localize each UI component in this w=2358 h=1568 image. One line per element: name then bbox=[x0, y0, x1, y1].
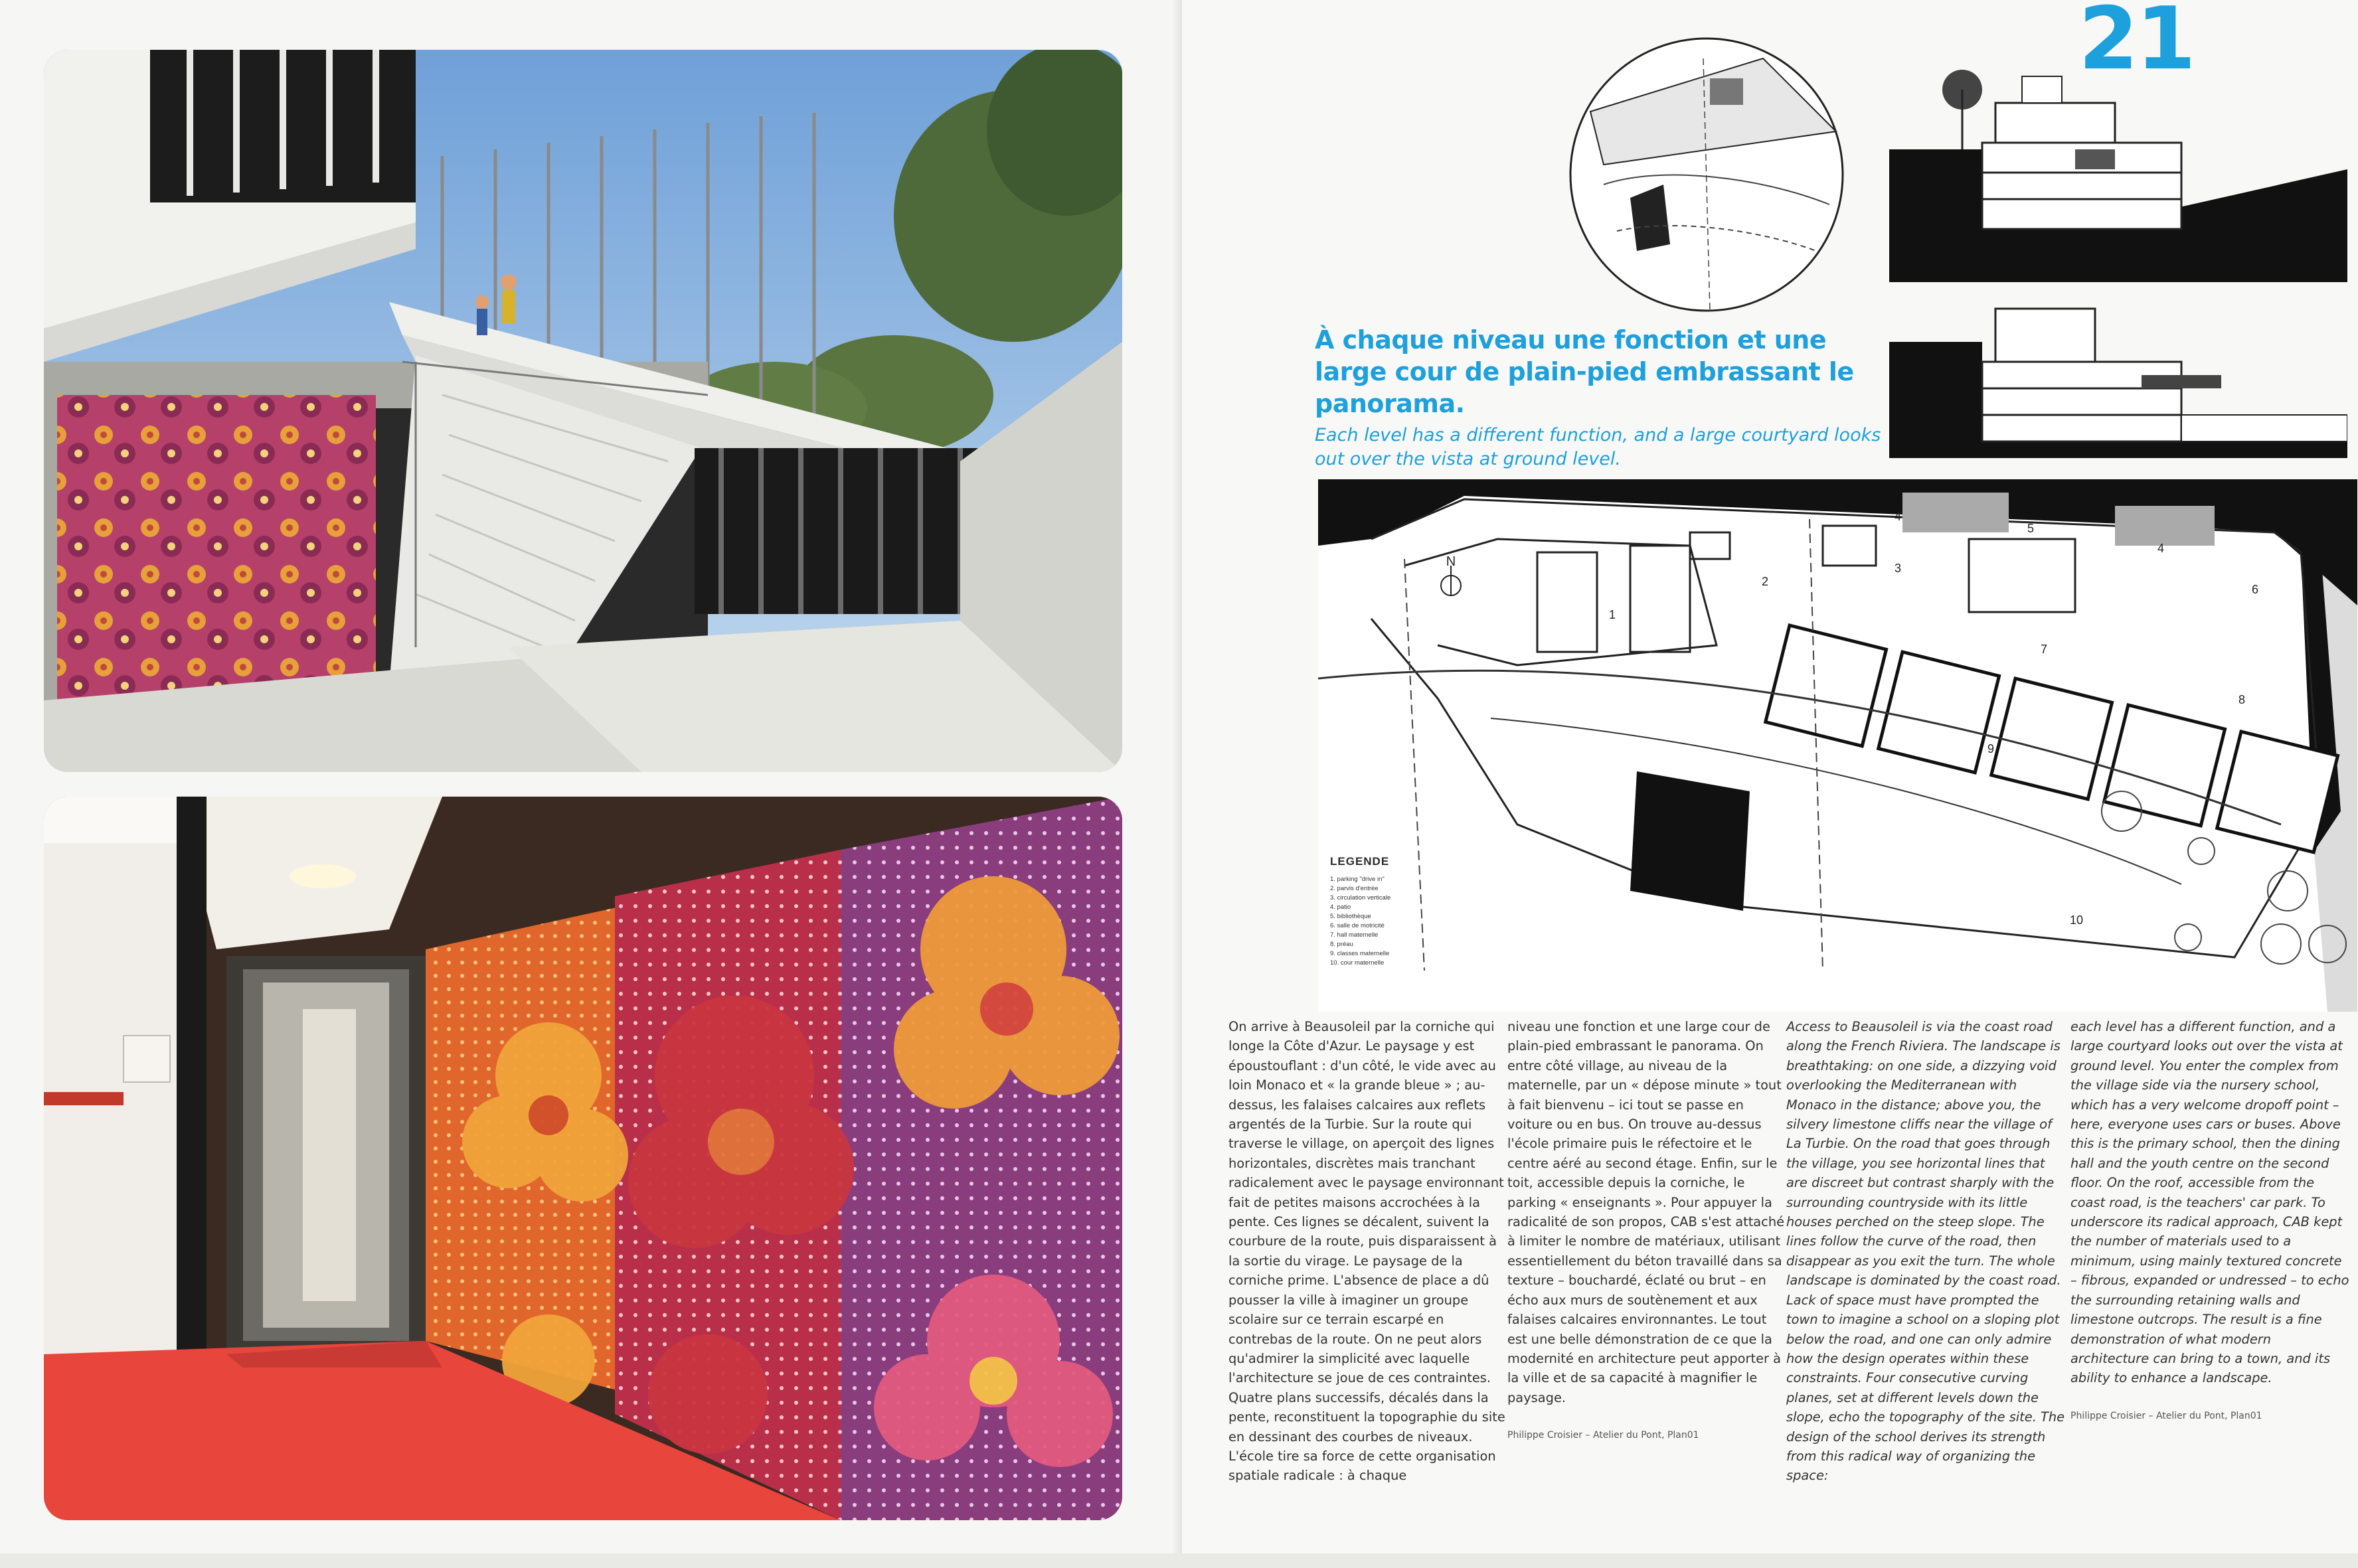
author-credit: Philippe Croisier – Atelier du Pont, Plan01 bbox=[2070, 1410, 2262, 1421]
article-text-en-1: Access to Beausoleil is via the coast road along the French Riviera. The landscape is breathtaking: on one side, a dizzying void overlooking the Mediterranean with Monaco in the distance; above you, the silvery limestone cliffs near the village of La Turbie. On the road that goes through the village, you see horizontal lines that are discreet but contrast sharply with the surrounding countryside with its little houses perched on the steep slope. The lines follow the curve of the road, then disappear as you exit the turn. The whole landscape is dominated by the coast road. Lack of space must have prompted the town to imagine a school on a sloping plot below the road, and one can only admire how the design operates within these constraints. Four consecutive curving planes, set at different levels down the slope, echo the topography of the site. The design of the school derives its strength from this radical way of organizing the space: bbox=[1786, 1019, 2065, 1484]
legend-item: 6. salle de motricité bbox=[1330, 922, 1385, 929]
legend-item: 7. hall maternelle bbox=[1330, 931, 1379, 939]
pull-quote-english: Each level has a different function, and a large courtyard looks out over the vista at ground level. bbox=[1315, 425, 1881, 469]
corridor-illustration bbox=[44, 797, 1122, 1520]
plan-number: 6 bbox=[2252, 583, 2259, 596]
legend-item: 9. classes maternelle bbox=[1330, 950, 1390, 957]
plan-number: 7 bbox=[2041, 643, 2048, 656]
circular-site-plan bbox=[1564, 32, 1849, 317]
plan-number: 10 bbox=[2070, 913, 2084, 927]
plan-number: 4 bbox=[1895, 510, 1902, 523]
article-column-en-2 bbox=[2070, 1017, 2349, 1426]
plan-number: 5 bbox=[2027, 522, 2035, 535]
legend-item: 2. parvis d'entrée bbox=[1330, 885, 1379, 892]
article-column-fr-2 bbox=[1507, 1017, 1786, 1446]
plan-number: 4 bbox=[2157, 542, 2165, 555]
plan-number: 2 bbox=[1762, 575, 1769, 588]
scan-bottom-edge bbox=[0, 1553, 2358, 1568]
pull-quote-french: À chaque niveau une fonction et une large cour de plain-pied embrassant le panorama. bbox=[1315, 325, 1854, 418]
plan-number: 8 bbox=[2238, 693, 2246, 706]
article-text-fr-1: On arrive à Beausoleil par la corniche qui longe la Côte d'Azur. Le paysage y est époustouflant : d'un côté, le vide avec au loin Monaco et « la grande bleue » ; au-dessus, les falaises calcaires aux reflets argentés de la Turbie. Sur la route qui traverse le village, on aperçoit des lignes horizontales, discrètes mais tranchant radicalement avec le paysage environnant fait de petites maisons accrochées à la pente. Ces lignes se décalent, suivent la courbure de la route, puis disparaissent à la sortie du virage. Le paysage de la corniche prime. L'absence de place a dû pousser la ville à imaginer un groupe scolaire sur ce terrain escarpé en contrebas de la route. On ne peut alors qu'admirer la simplicité avec laquelle l'architecture se joue de ces contraintes. Quatre plans successifs, décalés dans la pente, reconstituent la topographie du site en dessinant des courbes de niveaux. L'école tire sa force de cette organisation spatiale radicale : à chaque bbox=[1228, 1019, 1505, 1484]
building-section-1 bbox=[1889, 50, 2347, 282]
plan-number: 1 bbox=[1609, 608, 1616, 621]
legend-item: 1. parking "drive in" bbox=[1330, 876, 1385, 883]
article-column-fr-1 bbox=[1228, 1017, 1507, 1486]
legend-title: LEGENDE bbox=[1330, 855, 1390, 868]
exterior-illustration bbox=[44, 50, 1122, 772]
article-text-fr-2: niveau une fonction et une large cour de plain-pied embrassant le panorama. On entre côté village, au niveau de la maternelle, par un « dépose minute » tout à fait bienvenu – ici tout se passe en voiture ou en bus. On trouve au-dessus l'école primaire puis le réfectoire et le centre aéré au second étage. Enfin, sur le toit, accessible depuis la corniche, le parking « enseignants ». Pour appuyer la radicalité de son propos, CAB s'est attaché à limiter le nombre de matériaux, utilisant essentiellement du béton travaillé dans sa texture – bouchardé, éclaté ou brut – en écho aux murs de soutènement et aux falaises calcaires environnantes. Le tout est une belle démonstration de ce que la modernité en architecture peut apporter à la ville et de sa capacité à magnifier le paysage. bbox=[1507, 1019, 1785, 1405]
plan-legend bbox=[1330, 855, 1529, 968]
legend-item: 4. patio bbox=[1330, 903, 1351, 911]
plan-number: 3 bbox=[1895, 562, 1902, 575]
page-number: 21 bbox=[2078, 0, 2193, 89]
legend-item: 5. bibliothèque bbox=[1330, 913, 1371, 920]
corridor-mural-photo bbox=[44, 797, 1122, 1520]
north-label: N bbox=[1446, 554, 1456, 569]
plan-number: 9 bbox=[1987, 742, 1995, 755]
article-column-en-1 bbox=[1786, 1017, 2065, 1486]
school-exterior-photo bbox=[44, 50, 1122, 772]
building-section-2 bbox=[1889, 289, 2347, 458]
author-credit: Philippe Croisier – Atelier du Pont, Plan01 bbox=[1507, 1430, 1699, 1441]
legend-item: 8. préau bbox=[1330, 941, 1353, 948]
legend-item: 3. circulation verticale bbox=[1330, 894, 1391, 902]
legend-item: 10. cour maternelle bbox=[1330, 959, 1385, 967]
pull-quote bbox=[1315, 324, 1899, 471]
article-text-en-2: each level has a different function, and a large courtyard looks out over the vista at ground level. You enter the complex from the village side via the nursery school, which has a very welcome dropoff point – here, everyone uses cars or buses. Above this is the primary school, then the dining hall and the youth centre on the second floor. On the roof, accessible from the coast road, is the teachers' car park. To underscore its radical approach, CAB kept the number of materials used to a minimum, using mainly textured concrete – fibrous, expanded or undressed – to echo the surrounding retaining walls and limestone outcrops. The result is a fine demonstration of what modern architecture can bring to a town, and its ability to enhance a landscape. bbox=[2070, 1019, 2349, 1386]
